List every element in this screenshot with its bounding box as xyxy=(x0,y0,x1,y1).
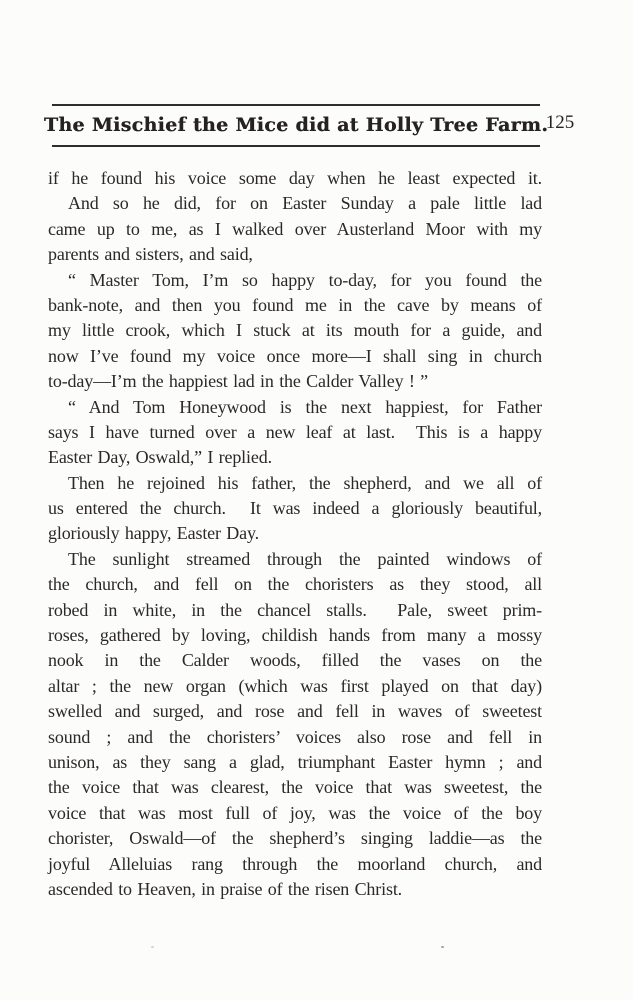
text-line: voice that was most full of joy, was the voice of the boy xyxy=(48,802,542,823)
text-line: my little crook, which I stuck at its mouth for a guide, and xyxy=(48,320,542,341)
text-line: now I’ve found my voice once more—I shall sing in church xyxy=(48,345,542,366)
text-line: us entered the church. It was indeed a gloriously beautiful, xyxy=(48,498,542,519)
text-line: unison, as they sang a glad, triumphant Easter hymn ; and xyxy=(48,751,542,772)
page-number: 125 xyxy=(545,112,575,133)
text-line: roses, gathered by loving, childish hands from many a mossy xyxy=(48,625,542,646)
text-line: Easter Day, Oswald,” I replied. xyxy=(48,447,272,468)
text-line: if he found his voice some day when he least expected it. xyxy=(48,168,542,188)
header-rule-bottom xyxy=(52,145,540,147)
text-line: chorister, Oswald—of the shepherd’s singing laddie—as the xyxy=(48,828,542,849)
text-line: swelled and surged, and rose and fell in waves of sweetest xyxy=(48,701,542,722)
text-line: the voice that was clearest, the voice that was sweetest, the xyxy=(48,777,542,798)
text-line: robed in white, in the chancel stalls. Pale, sweet prim- xyxy=(48,599,542,620)
text-line: bank-note, and then you found me in the cave by means of xyxy=(48,294,542,315)
body-text xyxy=(48,166,542,902)
text-line: the church, and fell on the choristers as they stood, all xyxy=(48,574,542,595)
scan-speck xyxy=(441,946,444,948)
text-line: says I have turned over a new leaf at last. This is a happy xyxy=(48,421,542,442)
text-line: The sunlight streamed through the painted windows of xyxy=(68,548,542,569)
text-line: joyful Alleluias rang through the moorland church, and xyxy=(48,853,542,874)
text-line: “ And Tom Honeywood is the next happiest, for Father xyxy=(68,396,542,417)
header-rule-top xyxy=(52,104,540,106)
text-line: nook in the Calder woods, filled the vases on the xyxy=(48,650,542,671)
text-line: “ Master Tom, I’m so happy to-day, for you found the xyxy=(68,269,542,290)
text-line: parents and sisters, and said, xyxy=(48,244,253,265)
text-line: came up to me, as I walked over Austerland Moor with my xyxy=(48,218,542,239)
running-header xyxy=(43,111,549,139)
running-header-title: The Mischief the Mice did at Holly Tree Farm. xyxy=(43,114,549,136)
scan-speck xyxy=(151,946,154,948)
text-line: Then he rejoined his father, the shepherd, and we all of xyxy=(68,472,542,493)
text-line: to-day—I’m the happiest lad in the Calder Valley ! ” xyxy=(48,371,428,392)
text-line: altar ; the new organ (which was first played on that day) xyxy=(48,675,542,696)
text-line: And so he did, for on Easter Sunday a pale little lad xyxy=(68,193,542,214)
text-line: ascended to Heaven, in praise of the risen Christ. xyxy=(48,878,403,899)
text-line: sound ; and the choristers’ voices also rose and fell in xyxy=(48,726,542,747)
text-line: gloriously happy, Easter Day. xyxy=(48,523,260,544)
